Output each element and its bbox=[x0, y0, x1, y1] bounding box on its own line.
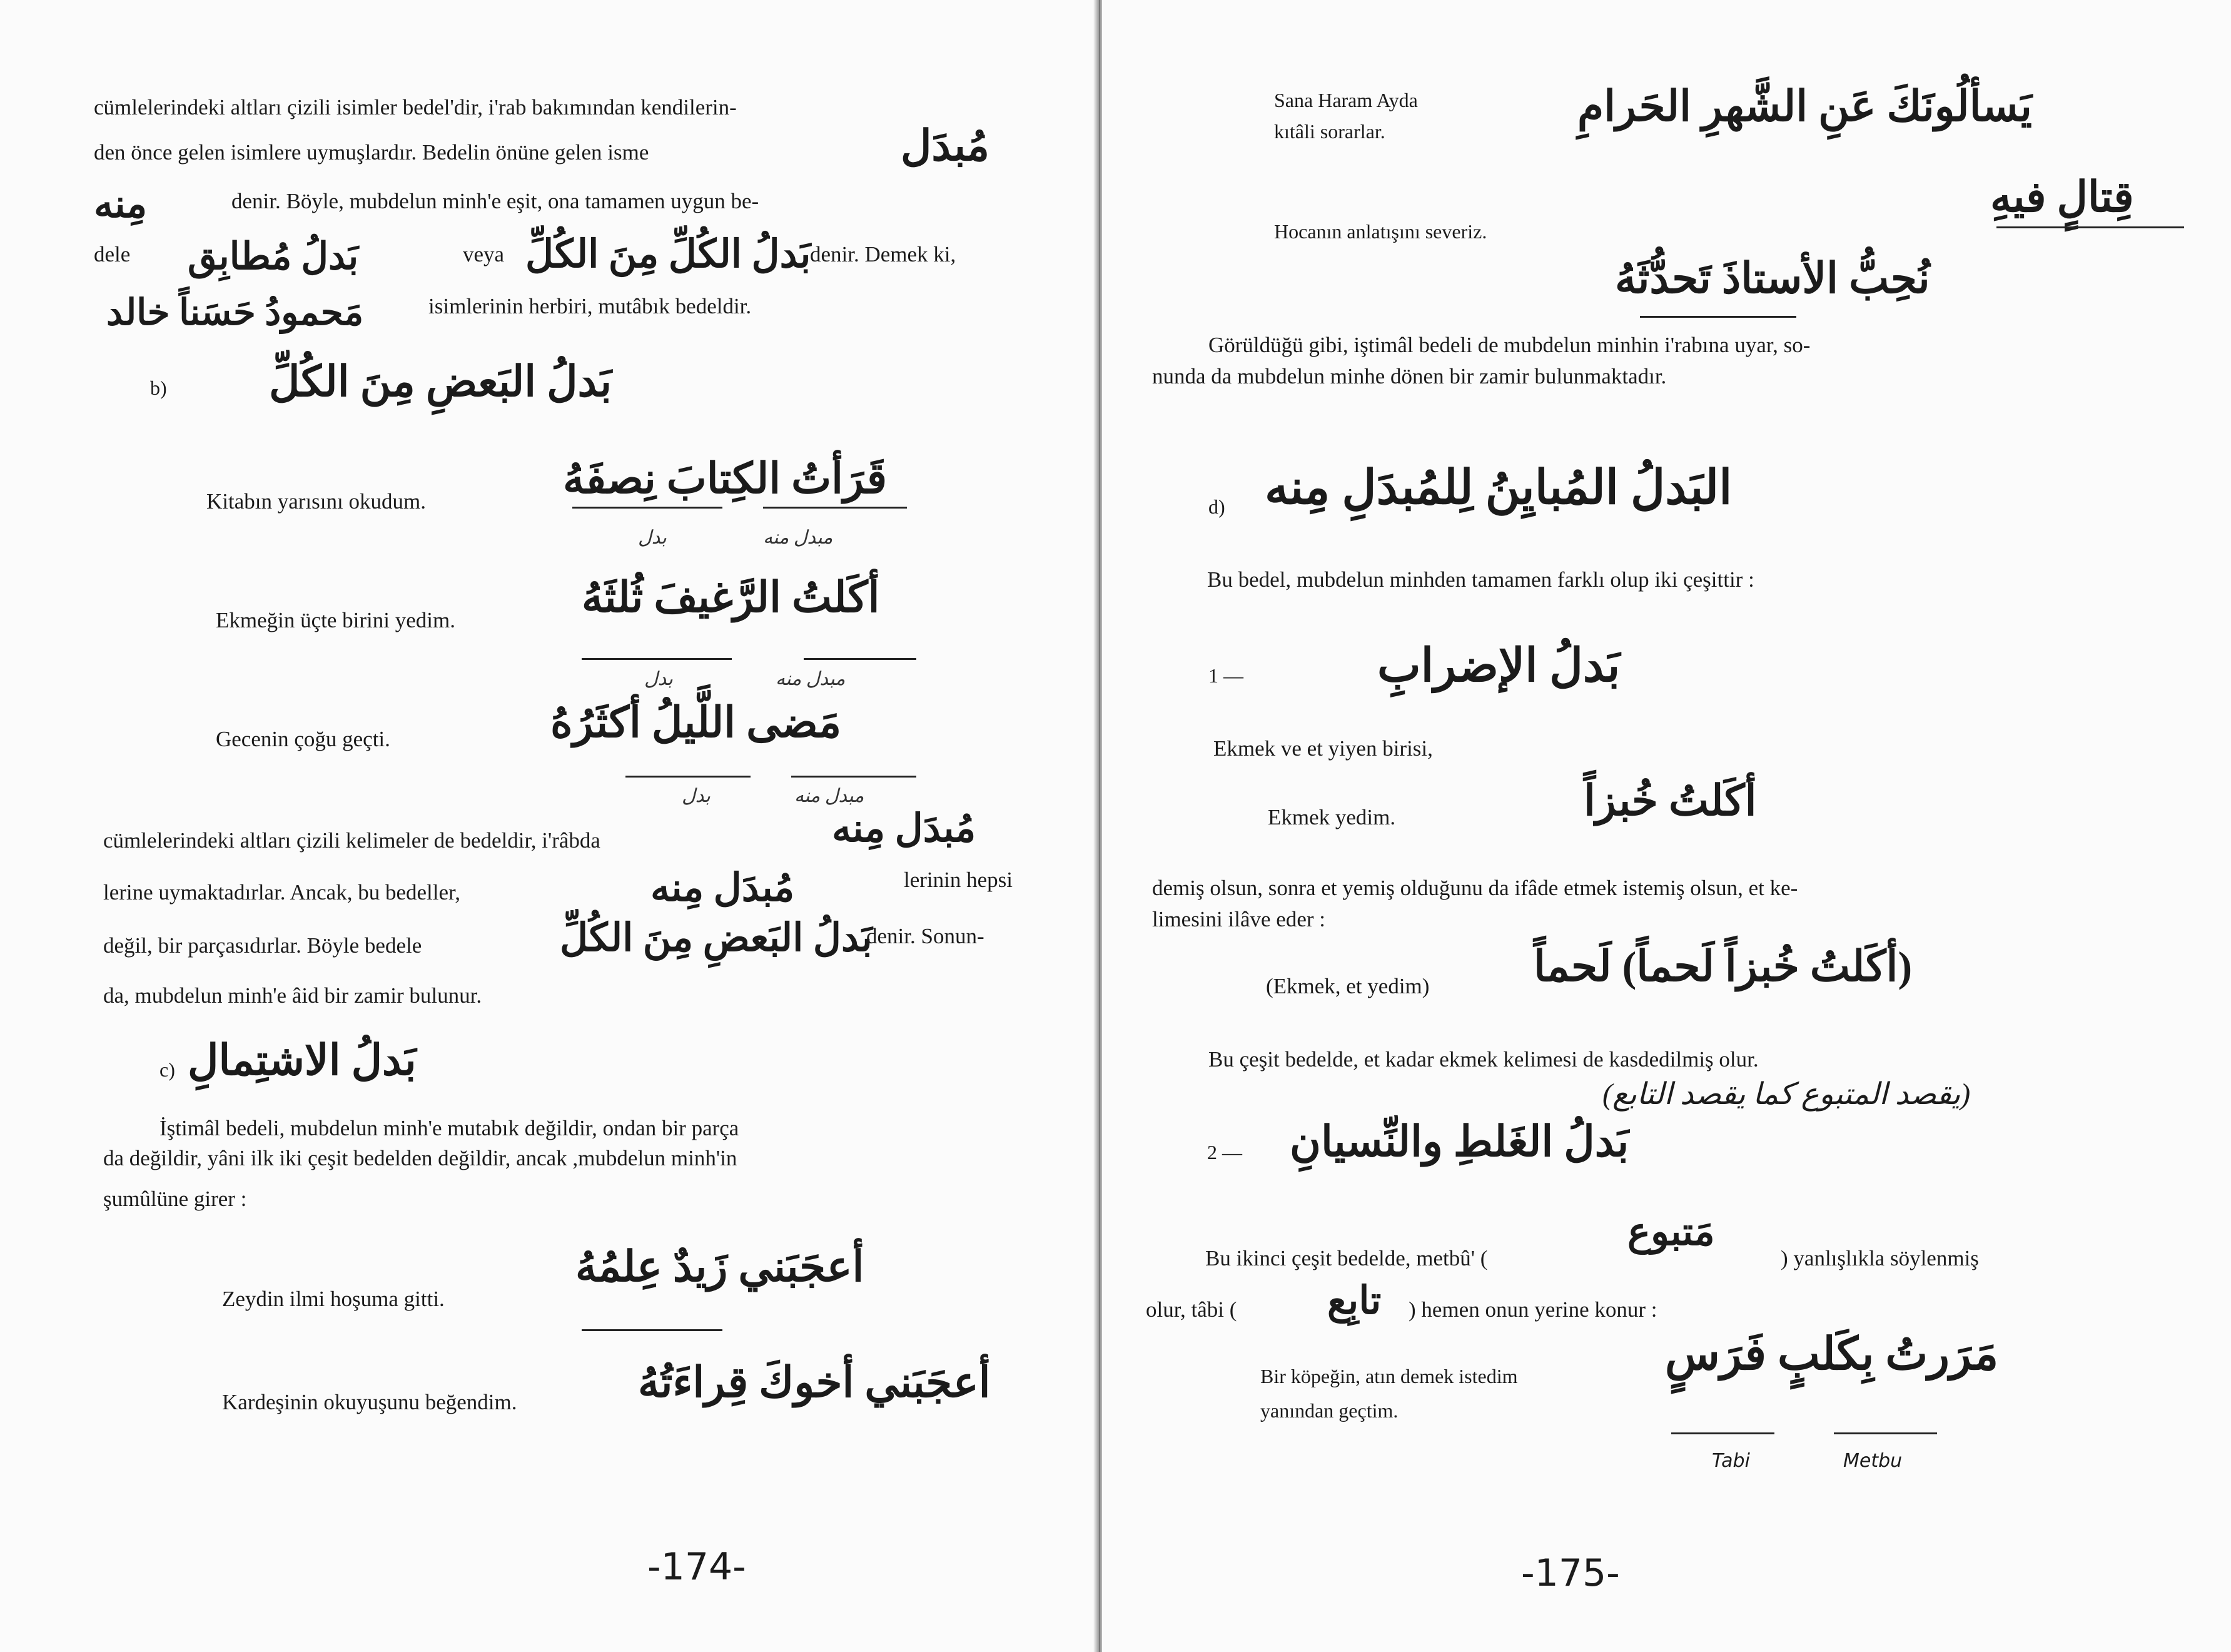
example-turkish: Sana Haram Ayda bbox=[1274, 89, 1418, 111]
text-line: veya bbox=[463, 242, 505, 266]
section-heading: بَدلُ الغَلطِ والنِّسيانِ bbox=[1290, 1118, 1629, 1165]
example-turkish: Ekmeğin üçte birini yedim. bbox=[216, 608, 455, 632]
page-number: -175- bbox=[1521, 1551, 1620, 1595]
underline bbox=[1834, 1432, 1937, 1434]
underline bbox=[625, 776, 751, 778]
grammar-note: بدل bbox=[644, 669, 673, 689]
handwritten-note: Tabi bbox=[1712, 1450, 1750, 1472]
page-number: -174- bbox=[647, 1545, 746, 1589]
text-line: nunda da mubdelun minhe dönen bir zamir bulunmaktadır. bbox=[1152, 364, 1667, 388]
text-line: cümlelerindeki altları çizili isimler bedel'dir, i'rab bakımından kendilerin- bbox=[94, 95, 737, 119]
arabic-term: بَدلُ الكُلِّ مِنَ الكُلِّ bbox=[525, 233, 811, 276]
example-arabic: أعجَبَني أخوكَ قِراءَتُهُ bbox=[638, 1359, 991, 1406]
example-arabic: نُحِبُّ الأستاذَ تَحدُّثَهُ bbox=[1615, 255, 1930, 302]
text-line: şumûlüne girer : bbox=[103, 1187, 247, 1211]
section-heading: بَدلُ الإضرابِ bbox=[1377, 641, 1621, 692]
example-turkish: yanından geçtim. bbox=[1260, 1399, 1399, 1422]
underline bbox=[1996, 226, 2184, 228]
grammar-note: بدل bbox=[682, 786, 711, 806]
section-label: d) bbox=[1208, 495, 1225, 518]
example-arabic: قِتالٍ فيهِ bbox=[1990, 173, 2134, 221]
example-arabic: يَسألُونَكَ عَنِ الشَّهرِ الحَرامِ bbox=[1577, 83, 2032, 130]
text-line: Bu ikinci çeşit bedelde, metbû' ( bbox=[1205, 1246, 1488, 1270]
text-line: cümlelerindeki altları çizili kelimeler de bedeldir, i'râbda bbox=[103, 828, 600, 853]
arabic-note: (يقصد المتبوع كما يقصد التابع) bbox=[1602, 1078, 1971, 1111]
section-label: b) bbox=[150, 377, 167, 399]
arabic-term: مَحمودُ حَسَناً خالد bbox=[106, 292, 364, 333]
section-heading: بَدلُ البَعضِ مِنَ الكُلِّ bbox=[269, 358, 612, 405]
underline bbox=[804, 658, 916, 660]
section-label: 2 — bbox=[1207, 1141, 1242, 1163]
text-line: demiş olsun, sonra et yemiş olduğunu da ifâde etmek istemiş olsun, et ke- bbox=[1152, 876, 1798, 900]
underline bbox=[582, 658, 732, 660]
example-arabic: مَرَرتُ بِكَلبٍ فَرَسٍ bbox=[1665, 1329, 1999, 1379]
text-line: denir. Demek ki, bbox=[810, 242, 956, 266]
text-line: Bu bedel, mubdelun minhden tamamen farklı olup iki çeşittir : bbox=[1207, 567, 1754, 592]
example-arabic: أكَلتُ الرَّغيفَ ثُلثَهُ bbox=[582, 574, 880, 621]
text-line: İştimâl bedeli, mubdelun minh'e mutabık değildir, ondan bir parça bbox=[159, 1116, 739, 1140]
text-line: da değildir, yâni ilk iki çeşit bedelden değildir, ancak ,mubdelun minh'in bbox=[103, 1146, 737, 1170]
section-heading: البَدلُ المُبايِنُ لِلمُبدَلِ مِنه bbox=[1265, 462, 1733, 514]
example-arabic: أكَلتُ خُبزاً bbox=[1584, 777, 1757, 824]
text-line: da, mubdelun minh'e âid bir zamir bulunur. bbox=[103, 983, 482, 1008]
underline bbox=[572, 507, 722, 509]
underline bbox=[791, 776, 916, 778]
text-line: isimlerinin herbiri, mutâbık bedeldir. bbox=[428, 294, 752, 318]
underline bbox=[1671, 1432, 1774, 1434]
arabic-term: بَدلُ مُطابِق bbox=[188, 236, 359, 277]
text-line: ) hemen onun yerine konur : bbox=[1409, 1297, 1657, 1322]
text-line: denir. Böyle, mubdelun minh'e eşit, ona tamamen uygun be- bbox=[231, 189, 759, 213]
example-turkish: Kardeşinin okuyuşunu beğendim. bbox=[222, 1390, 517, 1414]
section-label: 1 — bbox=[1208, 664, 1243, 687]
text-line: değil, bir parçasıdırlar. Böyle bedele bbox=[103, 933, 422, 958]
example-turkish: (Ekmek, et yedim) bbox=[1266, 974, 1430, 998]
text-line: olur, tâbi ( bbox=[1146, 1297, 1237, 1322]
handwritten-note: Metbu bbox=[1843, 1450, 1903, 1472]
example-arabic: (أكَلتُ خُبزاً لَحماً) لَحماً bbox=[1534, 943, 1913, 990]
text-line: lerinin hepsi bbox=[904, 868, 1013, 892]
underline bbox=[582, 1329, 722, 1331]
example-turkish: Bir köpeğin, atın demek istedim bbox=[1260, 1365, 1518, 1387]
arabic-term: مِنه bbox=[94, 183, 148, 226]
arabic-term: مُبدَل مِنه bbox=[832, 808, 976, 850]
grammar-note: مبدل منه bbox=[763, 527, 833, 548]
example-turkish: Hocanın anlatışını severiz. bbox=[1274, 220, 1487, 243]
text-line: den önce gelen isimlere uymuşlardır. Bedelin önüne gelen isme bbox=[94, 140, 649, 165]
example-turkish: Zeydin ilmi hoşuma gitti. bbox=[222, 1287, 445, 1311]
arabic-term: مُبدَل مِنه bbox=[650, 867, 795, 910]
section-label: c) bbox=[159, 1058, 175, 1081]
arabic-term: تابِع bbox=[1327, 1280, 1382, 1322]
text-line: Bu çeşit bedelde, et kadar ekmek kelimesi de kasdedilmiş olur. bbox=[1208, 1047, 1759, 1072]
left-page bbox=[0, 0, 1098, 1652]
text-line: Görüldüğü gibi, iştimâl bedeli de mubdelun minhin i'rabına uyar, so- bbox=[1208, 333, 1811, 357]
example-turkish: Gecenin çoğu geçti. bbox=[216, 727, 390, 751]
text-line: ) yanlışlıkla söylenmiş bbox=[1781, 1246, 1979, 1270]
example-turkish: kıtâli sorarlar. bbox=[1274, 120, 1385, 143]
grammar-note: بدل bbox=[638, 527, 667, 548]
example-turkish: Kitabın yarısını okudum. bbox=[206, 489, 426, 514]
grammar-note: مبدل منه bbox=[776, 669, 846, 689]
arabic-term: مُبدَل bbox=[901, 122, 990, 170]
underline bbox=[763, 507, 907, 509]
text-line: denir. Sonun- bbox=[866, 924, 984, 948]
text-line: dele bbox=[94, 242, 131, 266]
underline bbox=[1640, 316, 1796, 318]
example-arabic: قَرَأتُ الكِتابَ نِصفَهُ bbox=[563, 455, 888, 502]
right-page bbox=[1102, 0, 2231, 1652]
arabic-term: مَتبوع bbox=[1627, 1211, 1715, 1254]
example-arabic: مَضى اللَّيلُ أكثَرُهُ bbox=[550, 699, 842, 746]
example-turkish: Ekmek yedim. bbox=[1268, 805, 1396, 829]
example-arabic: أعجَبَني زَيدٌ عِلمُهُ bbox=[575, 1243, 864, 1290]
text-line: Ekmek ve et yiyen birisi, bbox=[1213, 736, 1433, 761]
text-line: lerine uymaktadırlar. Ancak, bu bedeller, bbox=[103, 880, 461, 905]
text-line: limesini ilâve eder : bbox=[1152, 907, 1325, 931]
grammar-note: مبدل منه bbox=[794, 786, 864, 806]
section-heading: بَدلُ الاشتِمالِ bbox=[188, 1036, 417, 1084]
arabic-term: بَدلُ البَعضِ مِنَ الكُلِّ bbox=[560, 917, 873, 960]
